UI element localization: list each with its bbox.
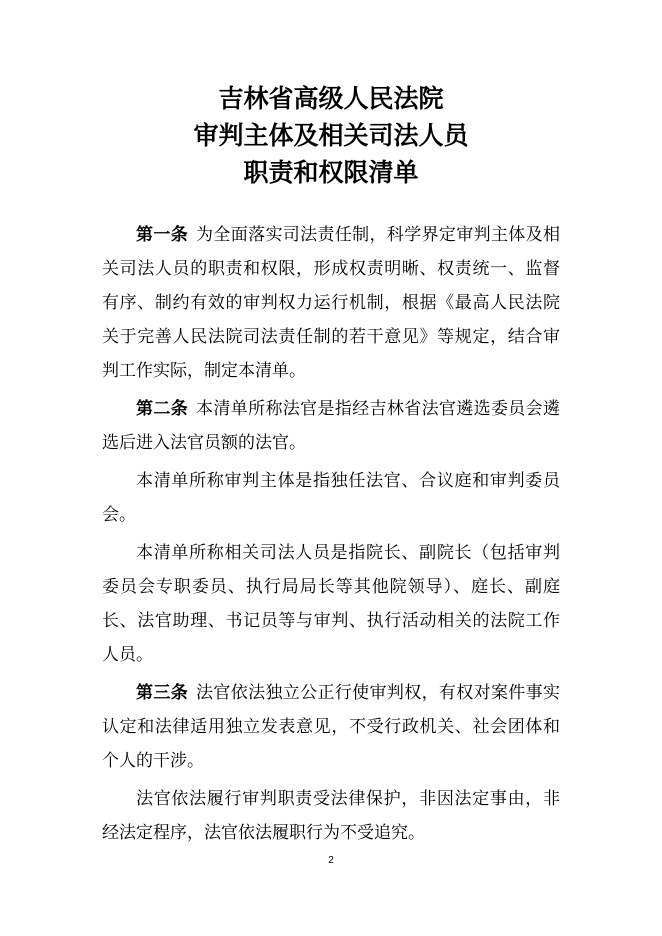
paragraph-article-2: [102, 392, 560, 460]
article-label: 第二条: [136, 399, 189, 419]
paragraph-related-personnel: [102, 536, 560, 672]
article-label: 第三条: [136, 683, 189, 703]
paragraph-text: 法官依法履行审判职责受法律保护，非因法定事由，非经法定程序，法官依法履职行为不受追究。: [102, 789, 560, 843]
paragraph-article-1: [102, 218, 560, 388]
title-line-3: 职责和权限清单: [243, 158, 419, 187]
title-line-2: 审判主体及相关司法人员: [193, 121, 469, 150]
paragraph-text: 本清单所称审判主体是指独任法官、合议庭和审判委员会。: [102, 471, 560, 525]
article-label: 第一条: [136, 225, 189, 245]
page-number: 2: [328, 855, 334, 866]
paragraph-trial-subjects: [102, 464, 560, 532]
document-title: [0, 80, 662, 191]
paragraph-text: 为全面落实司法责任制，科学界定审判主体及相关司法人员的职责和权限，形成权责明晰、权责统一、监督有序、制约有效的审判权力运行机制，根据《最高人民法院关于完善人民法院司法责任制的若干意见》等规定，结合审判工作实际，制定本清单。: [102, 225, 561, 381]
paragraph-text: 本清单所称法官是指经吉林省法官遴选委员会遴选后进入法官员额的法官。: [102, 399, 561, 453]
document-body: [102, 218, 560, 854]
paragraph-text: 本清单所称相关司法人员是指院长、副院长（包括审判委员会专职委员、执行局局长等其他院领导）、庭长、副庭长、法官助理、书记员等与审判、执行活动相关的法院工作人员。: [102, 543, 560, 665]
paragraph-article-3: [102, 676, 560, 778]
paragraph-judge-protection: [102, 782, 560, 850]
title-line-1: 吉林省高级人民法院: [218, 84, 444, 113]
paragraph-text: 法官依法独立公正行使审判权，有权对案件事实认定和法律适用独立发表意见，不受行政机关、社会团体和个人的干涉。: [102, 683, 561, 771]
